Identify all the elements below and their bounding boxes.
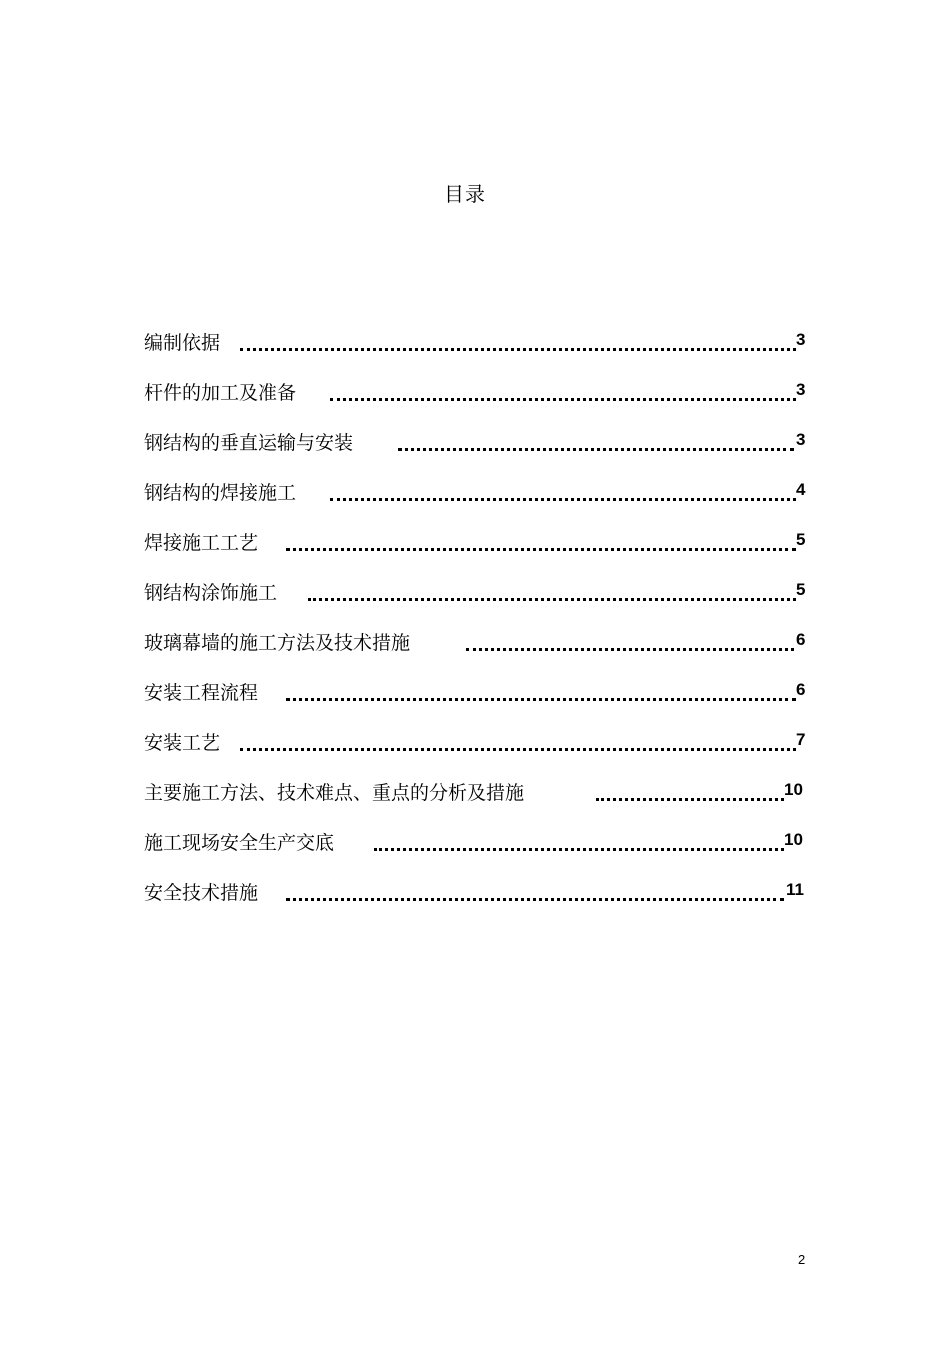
toc-dot-leader [286,684,796,701]
toc-entry-page: 11 [786,880,804,899]
toc-entry[interactable] [144,676,824,726]
toc-entry[interactable] [144,326,824,376]
toc-entry[interactable] [144,626,824,676]
toc-entry-page: 7 [796,730,806,749]
toc-entry[interactable] [144,376,824,426]
toc-dot-leader [286,534,796,551]
toc-entry-page: 6 [796,630,806,649]
toc-entry-label: 安装工程流程 [144,682,259,704]
toc-entry-label: 安装工艺 [144,732,221,754]
toc-entry[interactable] [144,476,824,526]
toc-entry-page: 10 [784,830,803,849]
toc-dot-leader [286,884,784,901]
toc-list [144,326,824,926]
toc-entry-label: 钢结构的焊接施工 [144,482,297,504]
toc-title: 目录 [444,182,486,206]
toc-entry-page: 5 [796,580,806,599]
toc-entry[interactable] [144,526,824,576]
toc-entry-label: 钢结构涂饰施工 [144,582,278,604]
toc-dot-leader [398,434,794,451]
toc-entry-label: 施工现场安全生产交底 [144,832,335,854]
toc-dot-leader [240,334,796,351]
toc-entry[interactable] [144,726,824,776]
toc-entry-page: 10 [784,780,803,799]
toc-entry-label: 杆件的加工及准备 [144,382,297,404]
toc-dot-leader [308,584,796,601]
toc-dot-leader [466,634,794,651]
toc-entry-page: 6 [796,680,806,699]
toc-dot-leader [596,784,784,801]
toc-entry-page: 3 [796,380,806,399]
toc-entry-label: 玻璃幕墙的施工方法及技术措施 [144,632,411,654]
page-number: 2 [798,1252,806,1267]
toc-entry-page: 3 [796,330,806,349]
toc-dot-leader [330,384,796,401]
toc-entry-label: 主要施工方法、技术难点、重点的分析及措施 [144,782,525,804]
toc-entry-label: 编制依据 [144,332,221,354]
toc-entry-page: 5 [796,530,806,549]
toc-entry-page: 4 [796,480,806,499]
toc-dot-leader [240,734,796,751]
toc-entry-page: 3 [796,430,806,449]
toc-entry[interactable] [144,876,824,926]
toc-dot-leader [330,484,796,501]
toc-entry[interactable] [144,426,824,476]
toc-entry-label: 安全技术措施 [144,882,259,904]
toc-entry[interactable] [144,776,824,826]
toc-entry[interactable] [144,576,824,626]
toc-entry-label: 钢结构的垂直运输与安装 [144,432,354,454]
toc-entry[interactable] [144,826,824,876]
toc-entry-label: 焊接施工工艺 [144,532,259,554]
toc-dot-leader [374,834,784,851]
